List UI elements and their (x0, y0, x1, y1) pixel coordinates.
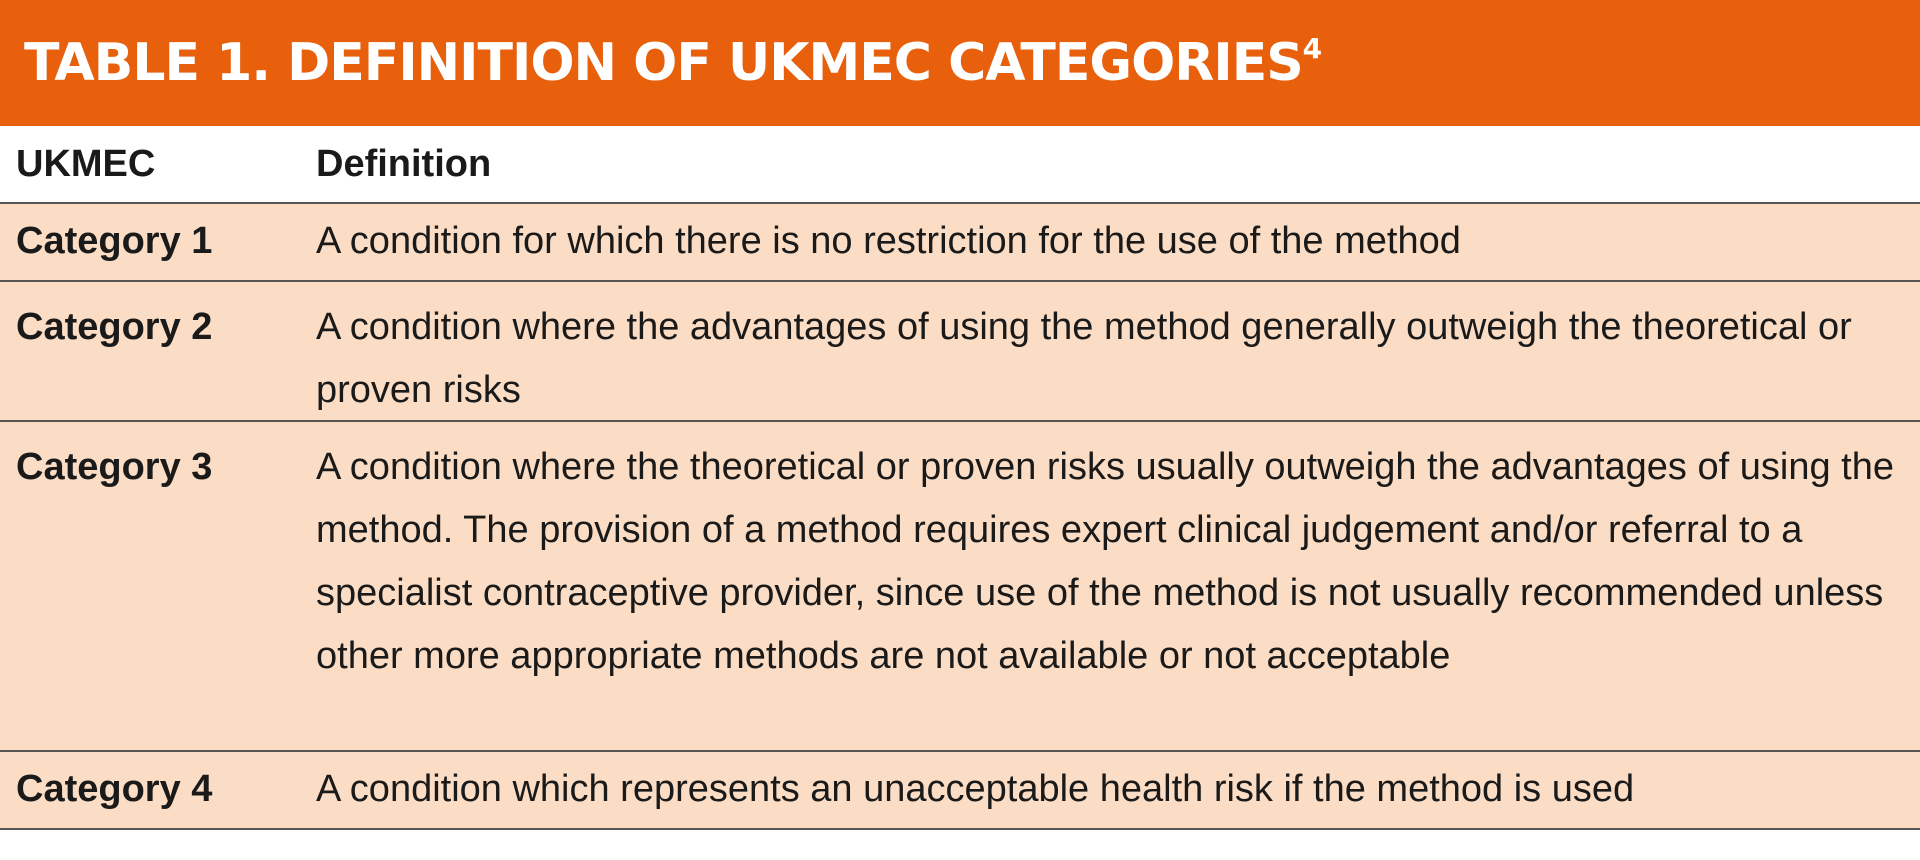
category-cell: Category 1 (16, 220, 213, 262)
table-title (24, 33, 1321, 93)
table-header-row (0, 126, 1920, 204)
table-title-text: TABLE 1. DEFINITION OF UKMEC CATEGORIES (24, 33, 1303, 93)
category-cell: Category 4 (16, 768, 213, 810)
category-cell: Category 3 (16, 446, 213, 488)
table-title-reference: 4 (1302, 31, 1322, 65)
table-row (0, 422, 1920, 752)
column-header-definition: Definition (316, 142, 492, 185)
definition-cell: A condition which represents an unacceptable health risk if the method is used (316, 768, 1635, 810)
category-cell: Category 2 (16, 306, 213, 348)
table-row (0, 752, 1920, 830)
definition-cell: A condition for which there is no restriction for the use of the method (316, 220, 1461, 262)
table-row (0, 204, 1920, 282)
column-header-ukmec: UKMEC (16, 142, 156, 185)
definition-cell: A condition where the advantages of using the method generally outweigh the theoretical or proven risks (316, 306, 1852, 411)
definition-cell: A condition where the theoretical or proven risks usually outweigh the advantages of using the method. The provision of a method requires expert clinical judgement and/or referral to a specialist contraceptive provider, since use of the method is not usually recommended unless other more appropriate methods are not available or not acceptable (316, 446, 1894, 677)
table-title-banner (0, 0, 1920, 126)
table-row (0, 282, 1920, 422)
